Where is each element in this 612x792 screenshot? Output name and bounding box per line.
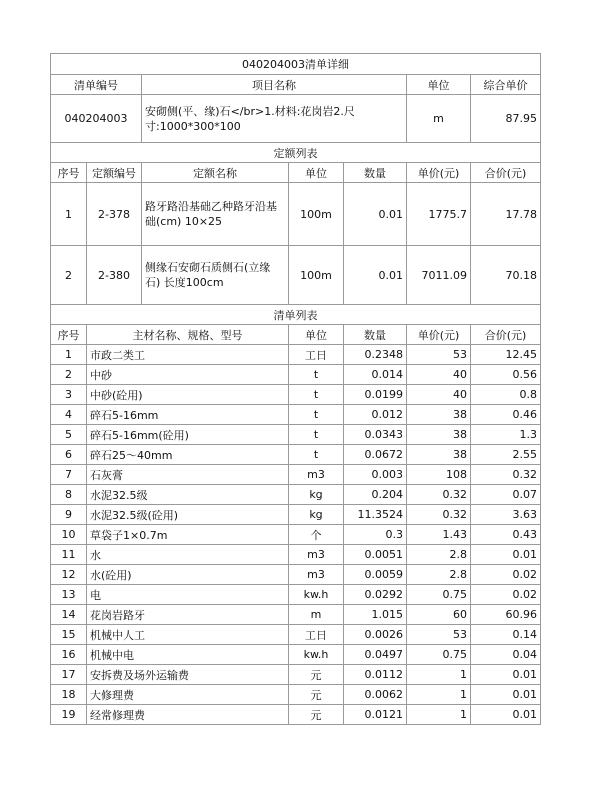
material-name: 石灰膏 (87, 465, 289, 485)
bill-price: 87.95 (471, 95, 541, 143)
material-price: 1 (407, 705, 471, 725)
material-no: 12 (51, 565, 87, 585)
quota-unit: 100m (289, 246, 344, 305)
material-unit: t (289, 405, 344, 425)
material-unit: 元 (289, 705, 344, 725)
material-price: 60 (407, 605, 471, 625)
material-unit: t (289, 445, 344, 465)
material-unit: m3 (289, 565, 344, 585)
material-unit: kw.h (289, 585, 344, 605)
material-price: 1.43 (407, 525, 471, 545)
material-row (51, 425, 541, 445)
materials-section-row (51, 305, 541, 325)
material-qty: 0.0199 (344, 385, 407, 405)
material-total: 60.96 (471, 605, 541, 625)
bill-detail-table (50, 53, 541, 725)
material-unit: 元 (289, 665, 344, 685)
quota-qty: 0.01 (344, 246, 407, 305)
material-total: 0.01 (471, 705, 541, 725)
material-price: 0.32 (407, 485, 471, 505)
material-unit: m (289, 605, 344, 625)
material-qty: 0.0497 (344, 645, 407, 665)
quota-header-unit: 单位 (289, 163, 344, 183)
material-price: 1 (407, 665, 471, 685)
material-unit: m3 (289, 545, 344, 565)
material-row (51, 405, 541, 425)
material-total: 0.43 (471, 525, 541, 545)
materials-section-title: 清单列表 (51, 305, 541, 325)
material-no: 2 (51, 365, 87, 385)
material-qty: 0.0026 (344, 625, 407, 645)
material-total: 0.02 (471, 585, 541, 605)
material-name: 水 (87, 545, 289, 565)
materials-header-name: 主材名称、规格、型号 (87, 325, 289, 345)
bill-unit: m (407, 95, 471, 143)
material-name: 碎石25～40mm (87, 445, 289, 465)
material-total: 0.14 (471, 625, 541, 645)
material-unit: 元 (289, 685, 344, 705)
material-row (51, 665, 541, 685)
material-row (51, 525, 541, 545)
material-name: 大修理费 (87, 685, 289, 705)
bill-name: 安砌侧(平、缘)石</br>1.材料:花岗岩2.尺寸:1000*300*100 (142, 95, 407, 143)
material-no: 9 (51, 505, 87, 525)
material-name: 水(砼用) (87, 565, 289, 585)
material-qty: 0.2348 (344, 345, 407, 365)
quota-header-code: 定额编号 (87, 163, 142, 183)
material-row (51, 565, 541, 585)
material-name: 中砂 (87, 365, 289, 385)
material-row (51, 345, 541, 365)
materials-header-total: 合价(元) (471, 325, 541, 345)
materials-header-no: 序号 (51, 325, 87, 345)
material-name: 碎石5-16mm (87, 405, 289, 425)
material-row (51, 585, 541, 605)
material-no: 15 (51, 625, 87, 645)
material-qty: 0.0343 (344, 425, 407, 445)
material-no: 16 (51, 645, 87, 665)
material-unit: m3 (289, 465, 344, 485)
quota-price: 1775.7 (407, 183, 471, 246)
materials-header-qty: 数量 (344, 325, 407, 345)
material-qty: 0.0051 (344, 545, 407, 565)
material-unit: 工日 (289, 345, 344, 365)
bill-row (51, 95, 541, 143)
material-unit: t (289, 425, 344, 445)
quota-price: 7011.09 (407, 246, 471, 305)
bill-header-row (51, 75, 541, 95)
material-qty: 0.0062 (344, 685, 407, 705)
material-no: 10 (51, 525, 87, 545)
material-name: 机械中电 (87, 645, 289, 665)
material-total: 0.46 (471, 405, 541, 425)
material-qty: 0.3 (344, 525, 407, 545)
material-no: 4 (51, 405, 87, 425)
sheet-title: 040204003清单详细 (51, 54, 541, 75)
material-name: 市政二类工 (87, 345, 289, 365)
material-price: 0.75 (407, 645, 471, 665)
material-total: 0.02 (471, 565, 541, 585)
material-qty: 0.012 (344, 405, 407, 425)
material-price: 38 (407, 425, 471, 445)
material-row (51, 365, 541, 385)
material-unit: t (289, 365, 344, 385)
material-price: 40 (407, 365, 471, 385)
quota-header-qty: 数量 (344, 163, 407, 183)
material-row (51, 385, 541, 405)
quota-row (51, 246, 541, 305)
material-price: 38 (407, 445, 471, 465)
material-no: 7 (51, 465, 87, 485)
quota-header-price: 单价(元) (407, 163, 471, 183)
material-unit: kg (289, 485, 344, 505)
material-qty: 1.015 (344, 605, 407, 625)
material-total: 0.01 (471, 685, 541, 705)
bill-code: 040204003 (51, 95, 142, 143)
material-price: 2.8 (407, 545, 471, 565)
material-qty: 0.003 (344, 465, 407, 485)
bill-header-unit: 单位 (407, 75, 471, 95)
material-total: 0.32 (471, 465, 541, 485)
material-unit: kg (289, 505, 344, 525)
material-no: 18 (51, 685, 87, 705)
material-unit: t (289, 385, 344, 405)
material-row (51, 605, 541, 625)
material-qty: 0.0112 (344, 665, 407, 685)
material-price: 40 (407, 385, 471, 405)
material-unit: 个 (289, 525, 344, 545)
bill-detail-sheet (50, 53, 540, 725)
materials-header-unit: 单位 (289, 325, 344, 345)
quota-no: 2 (51, 246, 87, 305)
material-price: 53 (407, 345, 471, 365)
material-name: 碎石5-16mm(砼用) (87, 425, 289, 445)
quota-no: 1 (51, 183, 87, 246)
material-row (51, 445, 541, 465)
material-unit: kw.h (289, 645, 344, 665)
material-total: 0.01 (471, 665, 541, 685)
material-row (51, 645, 541, 665)
material-price: 38 (407, 405, 471, 425)
material-unit: 工日 (289, 625, 344, 645)
material-total: 3.63 (471, 505, 541, 525)
quota-name: 路牙路沿基础乙种路牙沿基础(cm) 10×25 (142, 183, 289, 246)
quota-section-title: 定额列表 (51, 143, 541, 163)
material-total: 0.01 (471, 545, 541, 565)
material-no: 13 (51, 585, 87, 605)
material-row (51, 545, 541, 565)
material-total: 2.55 (471, 445, 541, 465)
material-no: 14 (51, 605, 87, 625)
material-qty: 0.0121 (344, 705, 407, 725)
material-no: 1 (51, 345, 87, 365)
material-price: 1 (407, 685, 471, 705)
material-name: 机械中人工 (87, 625, 289, 645)
materials-header-row (51, 325, 541, 345)
quota-qty: 0.01 (344, 183, 407, 246)
material-total: 12.45 (471, 345, 541, 365)
bill-header-price: 综合单价 (471, 75, 541, 95)
material-name: 中砂(砼用) (87, 385, 289, 405)
quota-section-row (51, 143, 541, 163)
material-name: 电 (87, 585, 289, 605)
material-row (51, 505, 541, 525)
material-no: 19 (51, 705, 87, 725)
material-name: 经常修理费 (87, 705, 289, 725)
quota-name: 侧缘石安砌石质侧石(立缘石) 长度100cm (142, 246, 289, 305)
bill-header-code: 清单编号 (51, 75, 142, 95)
material-no: 3 (51, 385, 87, 405)
bill-header-name: 项目名称 (142, 75, 407, 95)
material-row (51, 485, 541, 505)
material-no: 17 (51, 665, 87, 685)
material-price: 0.32 (407, 505, 471, 525)
quota-header-row (51, 163, 541, 183)
quota-total: 17.78 (471, 183, 541, 246)
material-row (51, 625, 541, 645)
material-no: 6 (51, 445, 87, 465)
quota-code: 2-380 (87, 246, 142, 305)
material-no: 5 (51, 425, 87, 445)
material-qty: 0.014 (344, 365, 407, 385)
quota-header-name: 定额名称 (142, 163, 289, 183)
quota-total: 70.18 (471, 246, 541, 305)
material-qty: 0.0059 (344, 565, 407, 585)
material-name: 水泥32.5级 (87, 485, 289, 505)
materials-body (51, 345, 541, 725)
material-name: 草袋子1×0.7m (87, 525, 289, 545)
material-no: 11 (51, 545, 87, 565)
material-qty: 0.0292 (344, 585, 407, 605)
quota-row (51, 183, 541, 246)
materials-header-price: 单价(元) (407, 325, 471, 345)
quota-header-total: 合价(元) (471, 163, 541, 183)
quota-unit: 100m (289, 183, 344, 246)
material-no: 8 (51, 485, 87, 505)
material-qty: 11.3524 (344, 505, 407, 525)
quota-header-no: 序号 (51, 163, 87, 183)
material-row (51, 705, 541, 725)
material-total: 0.04 (471, 645, 541, 665)
material-price: 53 (407, 625, 471, 645)
material-total: 1.3 (471, 425, 541, 445)
quota-code: 2-378 (87, 183, 142, 246)
material-row (51, 685, 541, 705)
material-qty: 0.204 (344, 485, 407, 505)
material-total: 0.56 (471, 365, 541, 385)
material-price: 108 (407, 465, 471, 485)
material-name: 安拆费及场外运输费 (87, 665, 289, 685)
material-name: 花岗岩路牙 (87, 605, 289, 625)
material-price: 2.8 (407, 565, 471, 585)
material-total: 0.07 (471, 485, 541, 505)
title-row (51, 54, 541, 75)
material-price: 0.75 (407, 585, 471, 605)
material-qty: 0.0672 (344, 445, 407, 465)
material-name: 水泥32.5级(砼用) (87, 505, 289, 525)
material-total: 0.8 (471, 385, 541, 405)
material-row (51, 465, 541, 485)
